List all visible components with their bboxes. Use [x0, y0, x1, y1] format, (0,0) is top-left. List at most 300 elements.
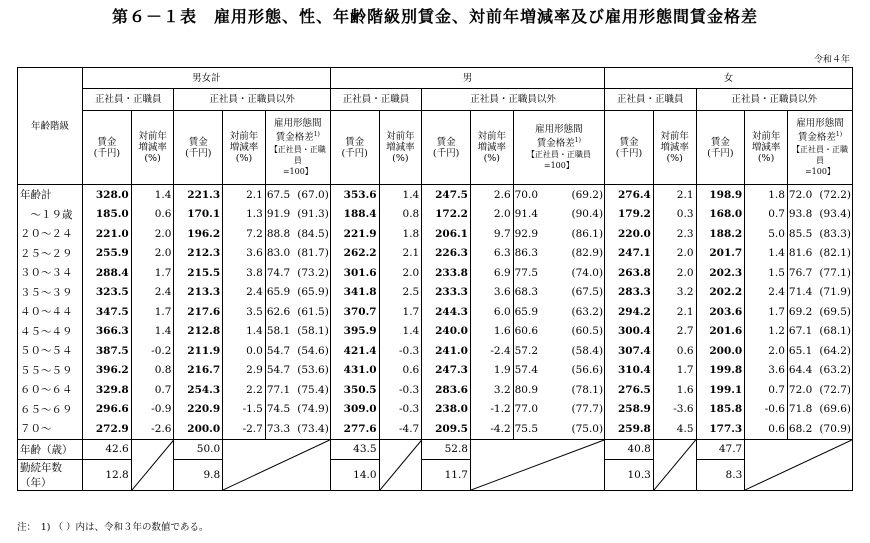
wage-cell: 431.0 [330, 361, 379, 381]
change-cell: 3.6 [223, 244, 266, 264]
page-title: 第６－１表 雇用形態、性、年齢階級別賃金、対前年増減率及び雇用形態間賃金格差 [111, 7, 758, 26]
gap-current-value: 72.0 [788, 383, 813, 396]
change-header: 対前年 増減率 (%) [745, 111, 788, 185]
wage-cell: 300.4 [605, 322, 654, 342]
gap-current-value: 71.4 [788, 286, 813, 299]
gap-current-value: 74.7 [266, 266, 291, 279]
change-cell: 0.6 [745, 419, 788, 439]
change-cell: 1.4 [379, 322, 422, 342]
change-cell: 0.3 [653, 205, 696, 225]
age-class-cell: ２５～２９ [18, 244, 83, 264]
change-cell: -0.3 [379, 341, 422, 361]
wage-cell: 259.8 [605, 419, 654, 439]
gap-previous-value: (58.1) [297, 325, 329, 338]
wage-cell: 328.0 [83, 185, 132, 205]
change-cell: -1.2 [470, 400, 513, 420]
gap-cell [787, 244, 852, 264]
change-cell: -2.7 [223, 419, 266, 439]
gap-cell [787, 341, 852, 361]
gap-current-value: 68.2 [788, 422, 813, 435]
wage-cell: 370.7 [330, 302, 379, 322]
gap-cell [265, 185, 330, 205]
gap-previous-value: (77.7) [571, 403, 604, 416]
wage-header: 賃金 (千円) [605, 111, 654, 185]
change-cell: 2.0 [379, 263, 422, 283]
footer-value-nonregular: 11.7 [422, 459, 471, 490]
change-cell: 1.4 [379, 185, 422, 205]
change-cell: 2.1 [379, 244, 422, 264]
gap-current-value: 92.9 [514, 227, 539, 240]
gap-previous-value: (75.0) [571, 422, 604, 435]
wage-cell: 309.0 [330, 400, 379, 420]
change-cell: 3.8 [223, 263, 266, 283]
wage-cell: 294.2 [605, 302, 654, 322]
gap-cell [265, 244, 330, 264]
wage-cell: 395.9 [330, 322, 379, 342]
gap-cell [265, 302, 330, 322]
wage-cell: 221.3 [174, 185, 223, 205]
wage-cell: 179.2 [605, 205, 654, 225]
wage-cell: 233.3 [422, 283, 471, 303]
footer-value-nonregular: 47.7 [696, 439, 745, 459]
gap-cell [787, 361, 852, 381]
gap-previous-value: (82.9) [571, 247, 604, 260]
age-class-cell: ４５～４９ [18, 322, 83, 342]
wage-header: 賃金 (千円) [330, 111, 379, 185]
change-cell: -1.5 [223, 400, 266, 420]
change-cell: -0.6 [745, 400, 788, 420]
wage-cell: 247.5 [422, 185, 471, 205]
change-cell: 2.5 [379, 283, 422, 303]
footer-label: 年齢（歳） [18, 439, 83, 459]
wage-cell: 221.9 [330, 224, 379, 244]
wage-cell: 347.5 [83, 302, 132, 322]
gap-cell [513, 185, 604, 205]
gap-previous-value: (72.7) [819, 383, 851, 396]
table-row [18, 205, 853, 225]
footer-value-regular: 10.3 [605, 459, 654, 490]
wage-cell: 350.5 [330, 380, 379, 400]
wage-cell: 341.8 [330, 283, 379, 303]
wage-header: 賃金 (千円) [83, 111, 132, 185]
age-class-cell: ３５～３９ [18, 283, 83, 303]
wage-cell: 310.4 [605, 361, 654, 381]
gap-cell [265, 224, 330, 244]
change-cell: -4.2 [470, 419, 513, 439]
wage-cell: 212.8 [174, 322, 223, 342]
gap-previous-value: (81.7) [297, 247, 329, 260]
age-class-cell: ６０～６４ [18, 380, 83, 400]
change-cell: 5.0 [745, 224, 788, 244]
gap-previous-value: (93.4) [819, 208, 851, 221]
gap-previous-value: (69.5) [819, 305, 851, 318]
gap-current-value: 54.7 [266, 344, 291, 357]
table-row [18, 244, 853, 264]
gap-previous-value: (70.9) [819, 422, 851, 435]
gap-current-value: 73.3 [266, 422, 291, 435]
gap-cell [787, 283, 852, 303]
footer-row [18, 439, 853, 459]
gap-current-value: 77.0 [514, 403, 539, 416]
table-row [18, 224, 853, 244]
change-cell: 1.6 [653, 380, 696, 400]
wage-cell: 263.8 [605, 263, 654, 283]
gap-previous-value: (71.9) [819, 286, 851, 299]
wage-cell: 323.5 [83, 283, 132, 303]
change-header: 対前年 増減率 (%) [470, 111, 513, 185]
gap-current-value: 85.5 [788, 227, 813, 240]
gap-cell [513, 224, 604, 244]
change-cell: 0.7 [745, 380, 788, 400]
gap-cell [787, 400, 852, 420]
gap-cell [513, 205, 604, 225]
change-cell: 0.6 [131, 205, 174, 225]
change-cell: -0.3 [379, 400, 422, 420]
change-cell: 2.4 [131, 283, 174, 303]
gap-current-value: 62.6 [266, 305, 291, 318]
change-cell: 2.0 [131, 224, 174, 244]
gap-previous-value: (63.2) [571, 305, 604, 318]
wage-cell: 241.0 [422, 341, 471, 361]
change-cell: 2.1 [653, 302, 696, 322]
wage-cell: 215.5 [174, 263, 223, 283]
wage-cell: 301.6 [330, 263, 379, 283]
gap-current-value: 65.9 [266, 286, 291, 299]
gap-previous-value: (53.6) [297, 364, 329, 377]
gap-current-value: 86.3 [514, 247, 539, 260]
age-class-cell: ６５～６９ [18, 400, 83, 420]
wage-cell: 177.3 [696, 419, 745, 439]
wage-cell: 307.4 [605, 341, 654, 361]
change-cell: -2.6 [131, 419, 174, 439]
blank-diagonal-cell [470, 439, 604, 490]
gap-current-value: 91.4 [514, 208, 539, 221]
gap-cell [265, 263, 330, 283]
wage-cell: 221.0 [83, 224, 132, 244]
gap-cell [513, 361, 604, 381]
gap-cell [265, 380, 330, 400]
wage-cell: 247.1 [605, 244, 654, 264]
gap-current-value: 57.2 [514, 344, 539, 357]
age-class-cell: ４０～４４ [18, 302, 83, 322]
gap-cell [513, 283, 604, 303]
change-cell: 1.7 [379, 302, 422, 322]
gap-previous-value: (75.4) [297, 383, 329, 396]
change-cell: 3.6 [745, 361, 788, 381]
table-body [18, 185, 853, 440]
change-cell: 2.0 [470, 205, 513, 225]
change-cell: 2.3 [653, 224, 696, 244]
change-cell: 1.2 [745, 322, 788, 342]
gap-cell [513, 263, 604, 283]
nonregular-header: 正社員・正職員以外 [696, 89, 853, 111]
gap-cell [513, 302, 604, 322]
wage-cell: 255.9 [83, 244, 132, 264]
change-cell: 1.8 [379, 224, 422, 244]
change-cell: 0.6 [653, 341, 696, 361]
gap-previous-value: (56.6) [571, 364, 604, 377]
change-cell: 1.5 [745, 263, 788, 283]
gap-current-value: 81.6 [788, 247, 813, 260]
change-cell: 2.0 [745, 341, 788, 361]
table-row [18, 361, 853, 381]
wage-cell: 200.0 [696, 341, 745, 361]
gap-previous-value: (82.1) [819, 247, 851, 260]
table-row [18, 341, 853, 361]
gap-previous-value: (65.9) [297, 286, 329, 299]
gap-current-value: 75.5 [514, 422, 539, 435]
wage-cell: 233.8 [422, 263, 471, 283]
change-cell: 1.7 [131, 302, 174, 322]
gap-previous-value: (84.5) [297, 227, 329, 240]
change-cell: -4.7 [379, 419, 422, 439]
gap-cell [787, 302, 852, 322]
gap-cell [265, 419, 330, 439]
blank-diagonal-cell [653, 439, 696, 490]
table-row [18, 283, 853, 303]
change-cell: 6.9 [470, 263, 513, 283]
change-cell: 2.1 [223, 185, 266, 205]
wage-cell: 220.0 [605, 224, 654, 244]
change-cell: 0.7 [131, 380, 174, 400]
wage-cell: 211.9 [174, 341, 223, 361]
table-row [18, 185, 853, 205]
wage-cell: 202.2 [696, 283, 745, 303]
footer-value-regular: 40.8 [605, 439, 654, 459]
gap-cell [787, 419, 852, 439]
change-cell: -0.3 [379, 380, 422, 400]
wage-header: 賃金 (千円) [422, 111, 471, 185]
change-cell: 0.6 [379, 361, 422, 381]
wage-cell: 238.0 [422, 400, 471, 420]
wage-cell: 296.6 [83, 400, 132, 420]
gap-cell [265, 205, 330, 225]
footer-label: 勤続年数（年） [18, 459, 83, 490]
change-cell: 1.7 [745, 302, 788, 322]
gap-previous-value: (61.5) [297, 305, 329, 318]
wage-cell: 201.7 [696, 244, 745, 264]
gap-current-value: 67.5 [266, 188, 291, 201]
wage-cell: 258.9 [605, 400, 654, 420]
gap-cell [787, 205, 852, 225]
gap-header: 雇用形態間 賃金格差$^{1)}$ 【正社員・正職員 =100】 [787, 111, 852, 185]
wage-cell: 396.2 [83, 361, 132, 381]
gap-previous-value: (78.1) [571, 383, 604, 396]
gap-current-value: 71.8 [788, 403, 813, 416]
change-cell: 2.7 [653, 322, 696, 342]
change-cell: 2.0 [653, 263, 696, 283]
age-class-cell: ３０～３４ [18, 263, 83, 283]
change-cell: -2.4 [470, 341, 513, 361]
change-cell: 2.0 [653, 244, 696, 264]
regular-header: 正社員・正職員 [330, 89, 421, 111]
change-cell: 0.8 [131, 361, 174, 381]
age-class-cell: ７０～ [18, 419, 83, 439]
change-header: 対前年 増減率 (%) [131, 111, 174, 185]
gap-cell [265, 361, 330, 381]
gap-previous-value: (63.2) [819, 364, 851, 377]
change-cell: -0.9 [131, 400, 174, 420]
footer-value-regular: 43.5 [330, 439, 379, 459]
gap-current-value: 76.7 [788, 266, 813, 279]
gap-cell [265, 341, 330, 361]
gap-cell [513, 341, 604, 361]
gap-previous-value: (83.3) [819, 227, 851, 240]
gap-previous-value: (74.0) [571, 266, 604, 279]
change-cell: 1.4 [745, 244, 788, 264]
gap-cell [265, 283, 330, 303]
change-header: 対前年 増減率 (%) [379, 111, 422, 185]
wage-cell: 262.2 [330, 244, 379, 264]
gap-previous-value: (68.1) [819, 325, 851, 338]
change-cell: 1.3 [223, 205, 266, 225]
change-cell: 1.7 [131, 263, 174, 283]
blank-diagonal-cell [131, 439, 174, 490]
wage-cell: 200.0 [174, 419, 223, 439]
change-cell: 3.2 [653, 283, 696, 303]
gap-cell [787, 322, 852, 342]
change-cell: 3.5 [223, 302, 266, 322]
wage-cell: 366.3 [83, 322, 132, 342]
gap-cell [265, 322, 330, 342]
wage-header: 賃金 (千円) [174, 111, 223, 185]
blank-diagonal-cell [379, 439, 422, 490]
wage-cell: 185.0 [83, 205, 132, 225]
gap-current-value: 77.5 [514, 266, 539, 279]
gap-current-value: 88.8 [266, 227, 291, 240]
gap-current-value: 72.0 [788, 188, 813, 201]
footer-value-nonregular: 9.8 [174, 459, 223, 490]
gap-header: 雇用形態間 賃金格差$^{1)}$ 【正社員・正職員 =100】 [265, 111, 330, 185]
gap-current-value: 77.1 [266, 383, 291, 396]
gap-previous-value: (67.5) [571, 286, 604, 299]
change-cell: 1.8 [745, 185, 788, 205]
change-header: 対前年 増減率 (%) [223, 111, 266, 185]
gap-cell [513, 419, 604, 439]
wage-cell: 201.6 [696, 322, 745, 342]
gap-previous-value: (64.2) [819, 344, 851, 357]
change-cell: 2.1 [653, 185, 696, 205]
wage-cell: 185.8 [696, 400, 745, 420]
table-row [18, 302, 853, 322]
wage-cell: 203.6 [696, 302, 745, 322]
wage-cell: 421.4 [330, 341, 379, 361]
gap-previous-value: (69.6) [819, 403, 851, 416]
wage-cell: 213.3 [174, 283, 223, 303]
wage-cell: 387.5 [83, 341, 132, 361]
wage-cell: 240.0 [422, 322, 471, 342]
gap-cell [787, 185, 852, 205]
gap-previous-value: (74.9) [297, 403, 329, 416]
gap-previous-value: (86.1) [571, 227, 604, 240]
change-cell: 7.2 [223, 224, 266, 244]
blank-diagonal-cell [745, 439, 853, 490]
change-cell: 3.6 [470, 283, 513, 303]
change-cell: 1.4 [223, 322, 266, 342]
change-cell: 0.8 [379, 205, 422, 225]
wage-cell: 220.9 [174, 400, 223, 420]
gap-cell [787, 224, 852, 244]
gap-current-value: 58.1 [266, 325, 291, 338]
wage-cell: 226.3 [422, 244, 471, 264]
footer-value-nonregular: 50.0 [174, 439, 223, 459]
wage-cell: 188.2 [696, 224, 745, 244]
wage-cell: 329.8 [83, 380, 132, 400]
wage-cell: 212.3 [174, 244, 223, 264]
change-cell: 2.2 [223, 380, 266, 400]
wage-cell: 198.9 [696, 185, 745, 205]
gap-previous-value: (73.2) [297, 266, 329, 279]
gap-cell [787, 263, 852, 283]
footer-value-regular: 12.8 [83, 459, 132, 490]
wage-cell: 217.6 [174, 302, 223, 322]
blank-diagonal-cell [223, 439, 331, 490]
regular-header: 正社員・正職員 [605, 89, 696, 111]
gap-current-value: 80.9 [514, 383, 539, 396]
change-cell: 0.0 [223, 341, 266, 361]
change-cell: 6.0 [470, 302, 513, 322]
change-cell: -3.6 [653, 400, 696, 420]
wage-cell: 276.4 [605, 185, 654, 205]
footer-value-regular: 14.0 [330, 459, 379, 490]
gap-current-value: 83.0 [266, 247, 291, 260]
wage-cell: 209.5 [422, 419, 471, 439]
change-cell: 4.5 [653, 419, 696, 439]
table-row [18, 400, 853, 420]
nonregular-header: 正社員・正職員以外 [174, 89, 330, 111]
gap-current-value: 65.9 [514, 305, 539, 318]
gap-current-value: 68.3 [514, 286, 539, 299]
gap-current-value: 54.7 [266, 364, 291, 377]
wage-cell: 199.8 [696, 361, 745, 381]
age-class-header: 年齢階級 [18, 68, 83, 185]
change-cell: 1.4 [131, 185, 174, 205]
wage-table [17, 67, 853, 491]
gap-current-value: 60.6 [514, 325, 539, 338]
wage-cell: 216.7 [174, 361, 223, 381]
gap-cell [513, 322, 604, 342]
age-class-cell: ５５～５９ [18, 361, 83, 381]
wage-cell: 199.1 [696, 380, 745, 400]
change-cell: 1.6 [470, 322, 513, 342]
wage-cell: 172.2 [422, 205, 471, 225]
wage-cell: 168.0 [696, 205, 745, 225]
wage-cell: 196.2 [174, 224, 223, 244]
gap-previous-value: (54.6) [297, 344, 329, 357]
gap-header: 雇用形態間 賃金格差$^{1)}$ 【正社員・正職員=100】 [513, 111, 604, 185]
change-cell: 1.9 [470, 361, 513, 381]
wage-cell: 283.6 [422, 380, 471, 400]
gap-current-value: 74.5 [266, 403, 291, 416]
group-header-male: 男 [330, 68, 604, 89]
gap-current-value: 67.1 [788, 325, 813, 338]
wage-cell: 202.3 [696, 263, 745, 283]
wage-cell: 244.3 [422, 302, 471, 322]
group-header-female: 女 [605, 68, 853, 89]
age-class-cell: ２０～２４ [18, 224, 83, 244]
wage-cell: 170.1 [174, 205, 223, 225]
gap-previous-value: (60.5) [571, 325, 604, 338]
change-cell: 0.7 [745, 205, 788, 225]
table-row [18, 263, 853, 283]
table-row [18, 419, 853, 439]
wage-cell: 276.5 [605, 380, 654, 400]
era-label: 令和４年 [813, 55, 850, 65]
gap-current-value: 64.4 [788, 364, 813, 377]
wage-cell: 283.3 [605, 283, 654, 303]
gap-current-value: 65.1 [788, 344, 813, 357]
wage-cell: 254.3 [174, 380, 223, 400]
